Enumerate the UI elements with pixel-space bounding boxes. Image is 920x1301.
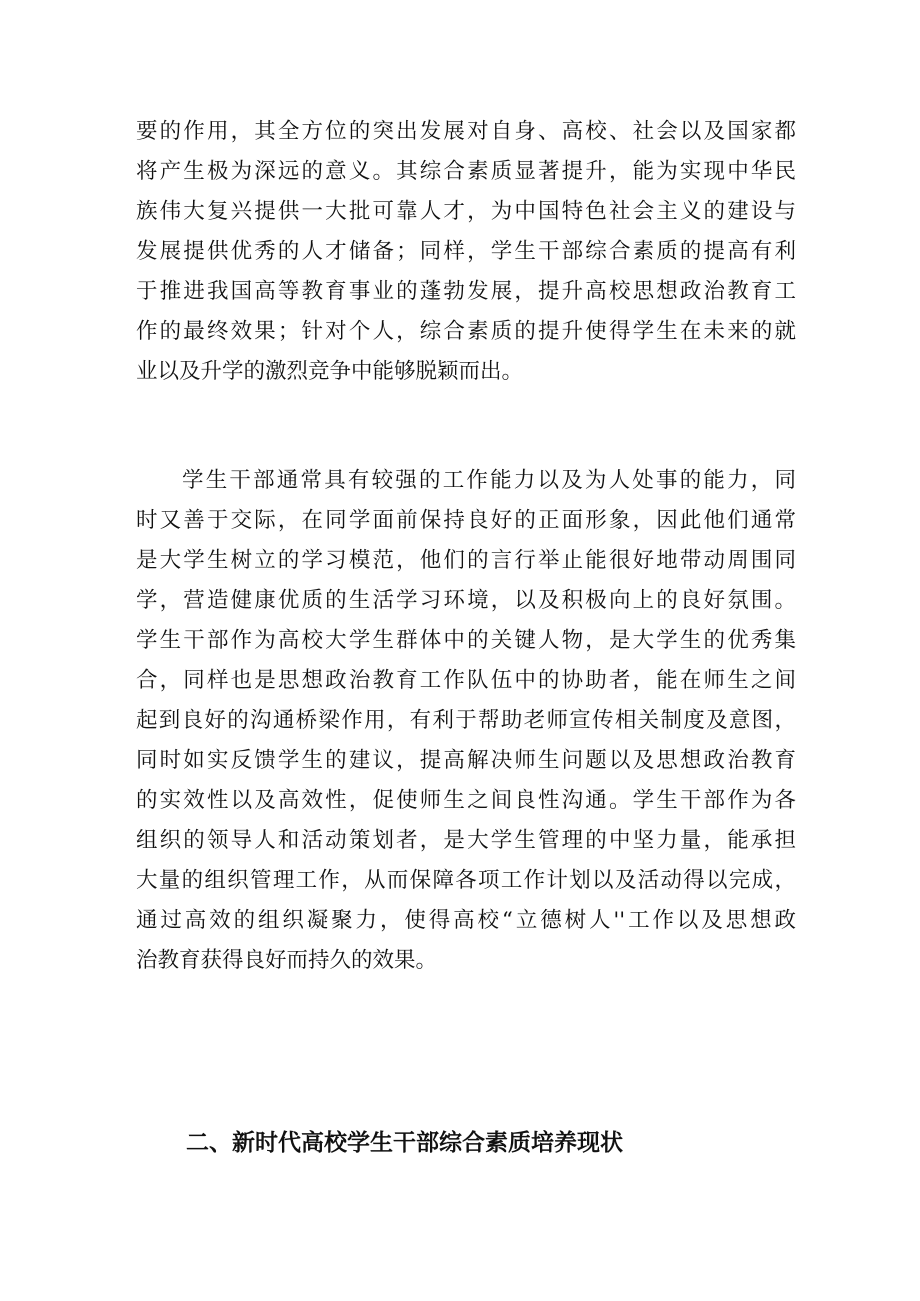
- paragraph-2: [136, 461, 796, 981]
- paragraph-line: 族伟大复兴提供一大批可靠人才，为中国特色社会主义的建设与: [136, 199, 796, 224]
- paragraph-line: 学，营造健康优质的生活学习环境，以及积极向上的良好氛围。: [136, 588, 796, 613]
- paragraph-line: 业以及升学的激烈竞争中能够脱颖而出。: [136, 359, 524, 384]
- paragraph-line: 合，同样也是思想政治教育工作队伍中的协助者，能在师生之间: [136, 668, 796, 693]
- paragraph-line: 将产生极为深远的意义。其综合素质显著提升，能为实现中华民: [136, 159, 796, 184]
- paragraph-line: 于推进我国高等教育事业的蓬勃发展，提升高校思想政治教育工: [136, 279, 796, 304]
- paragraph-line: 是大学生树立的学习模范，他们的言行举止能很好地带动周围同: [136, 548, 796, 573]
- paragraph-line: 学生干部作为高校大学生群体中的关键人物，是大学生的优秀集: [136, 628, 796, 653]
- section-heading: 二、新时代高校学生干部综合素质培养现状: [186, 1130, 623, 1156]
- paragraph-line: 组织的领导人和活动策划者，是大学生管理的中坚力量，能承担: [136, 828, 796, 853]
- paragraph-line: 作的最终效果；针对个人，综合素质的提升使得学生在未来的就: [136, 319, 796, 344]
- paragraph-line: 大量的组织管理工作，从而保障各项工作计划以及活动得以完成，: [136, 868, 796, 893]
- paragraph-line: 起到良好的沟通桥梁作用，有利于帮助老师宣传相关制度及意图，: [136, 708, 796, 733]
- paragraph-line: 时又善于交际，在同学面前保持良好的正面形象，因此他们通常: [136, 508, 796, 533]
- paragraph-line: 治教育获得良好而持久的效果。: [136, 948, 438, 973]
- paragraph-line: 通过高效的组织凝聚力，使得高校“立德树人''工作以及思想政: [136, 908, 796, 933]
- paragraph-line: 的实效性以及高效性，促使师生之间良性沟通。学生干部作为各: [136, 788, 796, 813]
- paragraph-1: [136, 112, 796, 392]
- paragraph-line: 同时如实反馈学生的建议，提高解决师生问题以及思想政治教育: [136, 748, 796, 773]
- paragraph-line: 发展提供优秀的人才储备；同样，学生干部综合素质的提高有利: [136, 239, 796, 264]
- paragraph-line: 要的作用，其全方位的突出发展对自身、高校、社会以及国家都: [136, 119, 796, 144]
- paragraph-line: 学生干部通常具有较强的工作能力以及为人处事的能力，同: [182, 468, 796, 493]
